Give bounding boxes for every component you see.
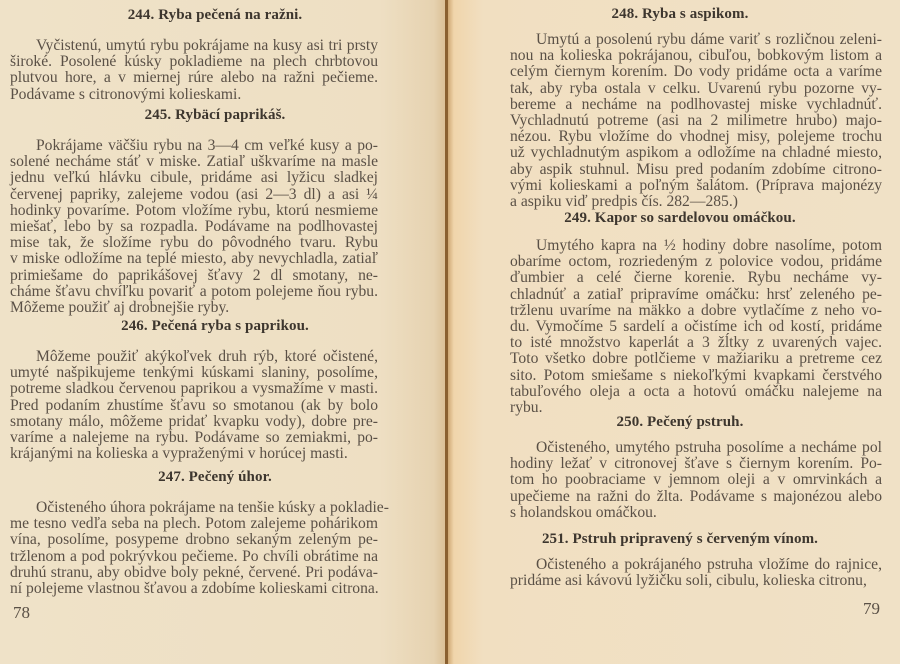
text-line: Môžeme použiť akýkoľvek druh rýb, ktoré očistené,	[36, 348, 378, 365]
page-number: 79	[863, 599, 880, 618]
text-line: vína, posolíme, posypeme drobno sekaným zeleným pe-	[10, 531, 378, 549]
text-line: sito. Potom smiešame s niekoľkými kvapkami čerstvého	[510, 366, 882, 384]
text-line: tržlenu uvaríme na mäkko a dobre vytlačíme z neho vo-	[510, 301, 882, 319]
text-line: potreme sladkou červenou paprikou a vysmažíme v masti.	[10, 380, 378, 398]
text-line: nézou. Rybu vložíme do vhodnej misy, polejeme trochu	[510, 128, 882, 146]
text-line: Pokrájame väčšiu rybu na 3—4 cm veľké kusy a po-	[36, 137, 378, 154]
text-line: umyté našpikujeme tenkými kúskami slaniny, posolíme,	[10, 364, 378, 382]
text-line: široké. Posolené kúsky pokladieme na plech chrbtovou	[10, 53, 378, 71]
text-line: už vychladnutým aspikom a odložíme na chladné miesto,	[510, 144, 882, 162]
text-line: varíme a nalejeme na rybu. Podávame so zemiakmi, po-	[10, 429, 378, 447]
text-line: Umytú a posolenú rybu dáme variť s rozličnou zeleni-	[536, 31, 882, 48]
text-line: pridáme asi kávovú lyžičku soli, cibulu, kolieska citronu,	[510, 572, 867, 590]
text-line: ďumbier a celé čierne korenie. Rybu necháme vy-	[510, 269, 882, 287]
text-line: to isté množstvo kaperlát a 3 žĺtky z uvarených vajec.	[510, 334, 882, 352]
recipe-title: 248. Ryba s aspikom.	[611, 6, 749, 22]
text-line: Umytého kapra na ½ hodiny dobre nasolíme, potom	[536, 237, 882, 254]
text-line: hodiny ležať v citronovej šťave s čiernym korením. Po-	[510, 455, 882, 473]
text-line: smotany málo, môžeme pridať kvapku vody), dobre pre-	[10, 412, 378, 430]
recipe-text	[10, 349, 378, 462]
text-line: cháme šťavu chvíľku povariť a potom polejeme ňou rybu.	[10, 282, 378, 300]
recipe-text	[510, 440, 882, 521]
text-line: červenej papriky, zalejeme vodou (asi 2—3 dl) a asi ¼	[10, 185, 378, 203]
text-line: bereme a necháme na podlhovastej miske vychladnúť.	[510, 95, 882, 113]
text-line: chladnúť a zatiaľ pripravíme omáčku: hrsť zeleného pe-	[510, 285, 882, 303]
text-line: tak, aby ryba ostala v celku. Uvarenú rybu pozorne vy-	[510, 79, 882, 97]
text-line: tabuľového oleja a octa a hotovú omáčku nalejeme na	[510, 382, 882, 400]
text-line: vými kolieskami a poľným šalátom. (Príprava majonézy	[510, 176, 882, 194]
text-line: hodinky povaríme. Potom vložíme rybu, ktorú nesmieme	[10, 201, 378, 219]
text-line: krájanými na kolieska a vypraženými v horúcej masti.	[10, 445, 348, 463]
recipe-title: 246. Pečená ryba s paprikou.	[121, 318, 309, 334]
text-line: nou na kolieska pokrájanou, cibuľou, bobkovým listom a	[510, 47, 882, 65]
text-line: mise tak, že složíme rybu do pôvodného tvaru. Rybu	[10, 234, 378, 252]
text-line: Očisteného, umytého pstruha posolíme a necháme pol	[536, 439, 882, 456]
recipe-title: 249. Kapor so sardelovou omáčkou.	[564, 210, 796, 226]
recipe-title: 247. Pečený úhor.	[158, 469, 272, 485]
text-line: miešať, lebo by sa rozpadla. Podávame na podlhovastej	[10, 218, 378, 236]
text-line: plutvou hore, a v miernej rúre alebo na ražni pečieme.	[10, 69, 378, 87]
recipe-text	[10, 499, 389, 598]
text-line: aby aspik stuhnul. Misu pred podaním zdobíme citrono-	[510, 160, 882, 178]
recipe-text	[10, 138, 378, 316]
text-line: obaríme octom, rozriedeným z polovice vodou, pridáme	[510, 253, 882, 271]
recipe-text	[510, 32, 882, 210]
text-line: Pred podaním zhustíme šťavu so smotanou (ak by bolo	[10, 396, 378, 414]
text-line: Vyčistenú, umytú rybu pokrájame na kusy asi tri prsty	[36, 37, 378, 54]
text-line: tržlenom a pod pokrývkou pečieme. Po chvíli obrátime na	[10, 547, 378, 565]
text-line: a aspiku viď predpis čís. 282—285.)	[510, 193, 738, 211]
text-line: tom ho poobraciame v jemnom oleji a v omrvinkách a	[510, 471, 882, 489]
text-line: jednu veľkú hlávku cibule, pridáme asi lyžicu sladkej	[10, 169, 378, 187]
text-line: Podávame s citronovými kolieskami.	[10, 85, 242, 103]
book-spine	[445, 0, 448, 664]
text-line: s holandskou omáčkou.	[510, 503, 657, 521]
text-line: Vychladnutú potreme (asi na 2 milimetre hrubo) majo-	[510, 112, 882, 130]
recipe-title: 251. Pstruh pripravený s červeným vínom.	[541, 531, 819, 547]
text-line: Očisteného a pokrájaného pstruha vložíme do rajnice,	[536, 556, 882, 573]
text-line: me tesno vedľa seba na plech. Potom zalejeme pohárikom	[10, 515, 378, 533]
text-line: celým čiernym korením. Do vody pridáme octa a varíme	[510, 63, 882, 81]
text-line: du. Vymočíme 5 sardelí a očistíme ich od kostí, pridáme	[510, 318, 882, 336]
recipe-title: 250. Pečený pstruh.	[616, 414, 744, 430]
recipe-text	[510, 238, 882, 416]
recipe-text	[510, 557, 882, 589]
text-line: primiešame do paprikášovej šťavy 2 dl smotany, ne-	[10, 266, 378, 284]
text-line: druhú stranu, aby obidve boly pekné, červené. Pri podáva-	[10, 563, 378, 581]
page-number: 78	[13, 603, 30, 622]
text-line: Očisteného úhora pokrájame na tenšie kúsky a pokladie-	[36, 499, 389, 516]
text-line: v miske odložíme na teplé miesto, aby nevychladla, zatiaľ	[10, 250, 378, 268]
text-line: rybu.	[510, 399, 543, 417]
text-line: Môžeme použiť aj drobnejšie ryby.	[10, 299, 230, 317]
text-line: Toto všetko dobre potlčieme v mažiariku a pretreme cez	[510, 350, 882, 368]
text-line: upečieme na ražni do žlta. Podávame s majonézou alebo	[510, 487, 882, 505]
text-line: solené necháme stáť v miske. Zatiaľ uškvaríme na masle	[10, 153, 378, 171]
text-line: ní polejeme vlastnou šťavou a zdobíme kolieskami citrona.	[10, 580, 379, 598]
recipe-title: 244. Ryba pečená na ražni.	[127, 7, 303, 23]
recipe-text	[10, 38, 378, 103]
recipe-title: 245. Rybäcí paprikáš.	[144, 107, 286, 123]
